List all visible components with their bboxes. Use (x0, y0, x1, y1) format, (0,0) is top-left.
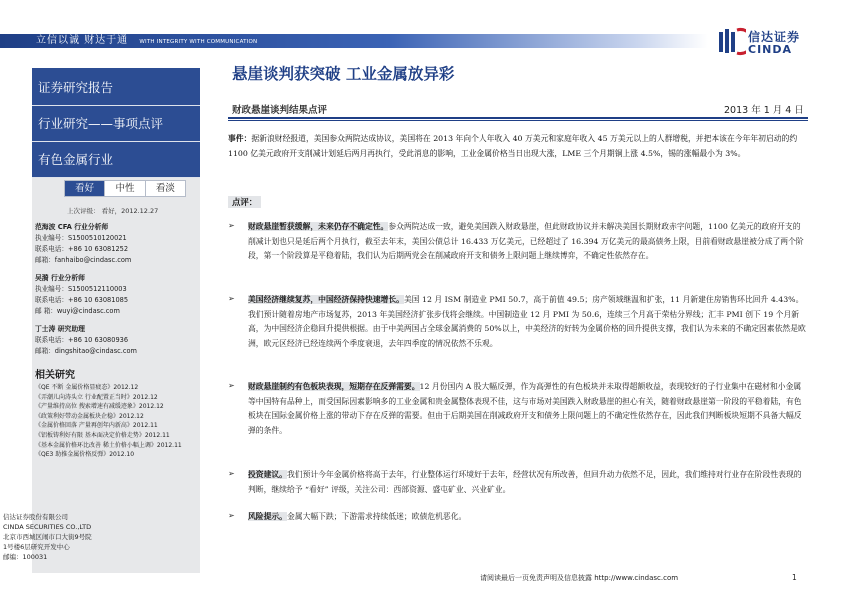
analyst (35, 273, 197, 317)
analyst-list (35, 222, 197, 364)
company-info (3, 512, 92, 562)
rating-negative: 看淡 (155, 183, 175, 194)
bullet-highlight: 美国经济继续复苏，中国经济保持快速增长。 (248, 295, 404, 304)
slogan-cn: 立信以诚 财达于通 (36, 35, 129, 46)
rating-selector (64, 180, 186, 197)
related-item[interactable]: 《政策利好带动金属板块企稳》2012.12 (35, 412, 144, 420)
company-address-1: 北京市西城区闹市口大街9号院 (3, 533, 92, 541)
bullet-text: 我们预计今年金属价格将高于去年，行业整体运行环境好于去年，经营状况有所改善，但回升动力依然不足，因此，我们维持对行业存在阶段性表现的判断，继续给予 “看好” 评级，关注公司：西部资源、盛屯矿业、兴业矿业。 (248, 470, 802, 494)
related-title: 相关研究 (35, 370, 75, 381)
arrow-bullet-icon: ➢ (228, 381, 235, 390)
report-subtitle: 财政悬崖谈判结果点评 (232, 105, 328, 116)
report-category: 行业研究——事项点评 (32, 106, 200, 142)
company-name-en: CINDA SECURITIES CO.,LTD (3, 523, 92, 531)
logo-cn: 信达证券 (748, 30, 801, 44)
analyst-license: 执业编号：S1500512110003 (35, 285, 127, 293)
analyst-name: 吴漪 行业分析师 (35, 274, 85, 282)
bullet-text: 12 月份国内 A 股大幅反弹，作为高弹性的有色板块并未取得超额收益，表现较好的子行业集中在磁材和小金属等中国特有品种上，而受国际因素影响多的工业金属和贵金属整体表现不佳，这与市场对美国跌入财政悬崖的担心有关，随着财政悬崖第一阶段的平稳着陆，有色板块在国际金属价格上涨的带动下存在反弹的需要。但由于后期美国在削减政府开支和债务上限问题上的不确定性依然存在，因此我们判断板块短期不具备大幅反弹的条件。 (248, 382, 802, 435)
analyst-email[interactable]: 邮 箱：wuyi@cindasc.com (35, 307, 120, 315)
analyst (35, 324, 197, 357)
comment-label: 点评： (228, 196, 261, 208)
cinda-logo-icon (718, 26, 746, 56)
bullet-highlight: 财政悬崖制约有色板块表现，短期存在反弹需要。 (248, 382, 420, 391)
analyst-email[interactable]: 邮箱：fanhaibo@cindasc.com (35, 256, 132, 264)
bullet-highlight: 投资建议。 (248, 470, 287, 479)
report-type: 证券研究报告 (32, 68, 200, 106)
arrow-bullet-icon: ➢ (228, 221, 235, 230)
analyst-license: 执业编号：S1500510120021 (35, 234, 127, 242)
bullet-item (228, 380, 808, 438)
logo-en: CINDA (748, 43, 793, 56)
analyst-phone: 联系电话：+86 10 63080936 (35, 336, 129, 344)
top-bar (0, 0, 842, 68)
company-address-2: 1号楼6层研究开发中心 (3, 543, 70, 551)
event-paragraph (228, 132, 808, 161)
arrow-bullet-icon: ➢ (228, 511, 235, 520)
page-number: 1 (792, 573, 797, 582)
slogan (36, 34, 257, 48)
related-item[interactable]: 《基本金属价格环比改善 稀土价格小幅上调》2012.11 (35, 441, 182, 449)
previous-rating: 上次评级： 看好，2012.12.27 (67, 207, 159, 215)
bullet-highlight: 财政悬崖暂获缓解，未来仍存不确定性。 (248, 222, 389, 231)
arrow-bullet-icon: ➢ (228, 469, 235, 478)
analyst-email[interactable]: 邮箱：dingshitao@cindasc.com (35, 347, 137, 355)
bullet-text: 美国 12 月 ISM 制造业 PMI 50.7，高于前值 49.5；房产领域继温和扩张，11 月新建住房销售环比回升 4.43%。我们预计随着房地产市场复苏，2013 年美国经济扩张步伐将会继续。中国制造业 12 月 PMI 为 50.6，连续三个月高于荣枯分界线；汇丰 PMI 创下 19 个月新高，为中国经济企稳回升提供根据。由于中美两国占全球金属消费的 50%以上，中美经济的好转为金属价格的回升提供支撑，我们认为未来的不确定因素依然是欧洲，欧元区经济已经连续两个季度衰退，去年四季度的情况依然不乐观。 (248, 295, 806, 348)
analyst-phone: 联系电话：+86 10 63081085 (35, 296, 129, 304)
footer-disclaimer[interactable]: 请阅读最后一页免责声明及信息披露 http://www.cindasc.com (480, 574, 679, 582)
slogan-en: WITH INTEGRITY WITH COMMUNICATION (139, 39, 258, 45)
divider (228, 117, 808, 119)
bullet-text: 金属大幅下跌；下游需求持续低迷；欧债危机恶化。 (286, 512, 467, 521)
sidebar (32, 68, 200, 573)
bullet-item (228, 510, 808, 525)
cinda-logo (718, 26, 808, 60)
company-postcode: 邮编：100031 (3, 553, 48, 561)
bullet-text: 参众两院达成一致，避免美国跌入财政悬崖，但此财政协议并未解决美国长期财政赤字问题，1100 亿美元的政府开支的削减计划也只是延后两个月执行，截至去年末，美国公债总计 16.433 万亿美元，已经超过了 16.394 万亿美元的最高债务上限，目前看财政悬崖被分成了两个阶段，第一个阶段算是平稳着陆，我们认为后期两党会在削减政府开支和债务上限问题上继续博弈，不确定性依然存在。 (248, 222, 804, 261)
related-item[interactable]: 《弄潮儿向涛头立 行业配置正当时》2012.12 (35, 393, 158, 401)
analyst-name: 范海波 CFA 行业分析师 (35, 223, 109, 231)
arrow-bullet-icon: ➢ (228, 294, 235, 303)
related-item[interactable]: 《金属价格回落 产量再创年内新高》2012.11 (35, 422, 158, 430)
report-date: 2013 年 1 月 4 日 (724, 105, 804, 116)
rating-neutral: 中性 (105, 181, 145, 196)
bullet-item (228, 220, 808, 264)
industry: 有色金属行业 (32, 142, 200, 178)
bullet-item (228, 468, 808, 497)
related-item[interactable]: 《铝板铸利好有限 基本面决定价格走势》2012.11 (35, 431, 170, 439)
related-item[interactable]: 《QE3 助推金属价格反弹》2012.10 (35, 451, 135, 459)
analyst-phone: 联系电话：+86 10 63081252 (35, 245, 129, 253)
bullet-item (228, 293, 808, 351)
analyst-name: 丁士涛 研究助理 (35, 325, 85, 333)
event-text: 据新浪财经报道，美国参众两院达成协议，美国将在 2013 年向个人年收入 40 万美元和家庭年收入 45 万美元以上的人群增税，并把本该在今年年初启动的约 1100 亿美元政府开支削减计划延后两月再执行，受此消息的影响，工业金属价格当日出现大涨，LME 三个月期铜上涨 4.5%，锡的涨幅最小为 3%。 (228, 134, 798, 158)
report-title: 悬崖谈判获突破 工业金属放异彩 (232, 65, 455, 83)
related-item[interactable]: 《产量维持高位 搜索增速有减缓迹象》2012.12 (35, 403, 164, 411)
related-item[interactable]: 《QE 不断 金属价格显疲态》2012.12 (35, 384, 139, 391)
related-research (35, 366, 200, 460)
bullet-highlight: 风险提示。 (248, 512, 287, 521)
event-label: 事件： (228, 134, 252, 143)
divider (228, 120, 808, 121)
company-name-cn: 信达证券股份有限公司 (3, 513, 68, 521)
rating-positive: 看好 (65, 181, 105, 196)
analyst (35, 222, 197, 266)
